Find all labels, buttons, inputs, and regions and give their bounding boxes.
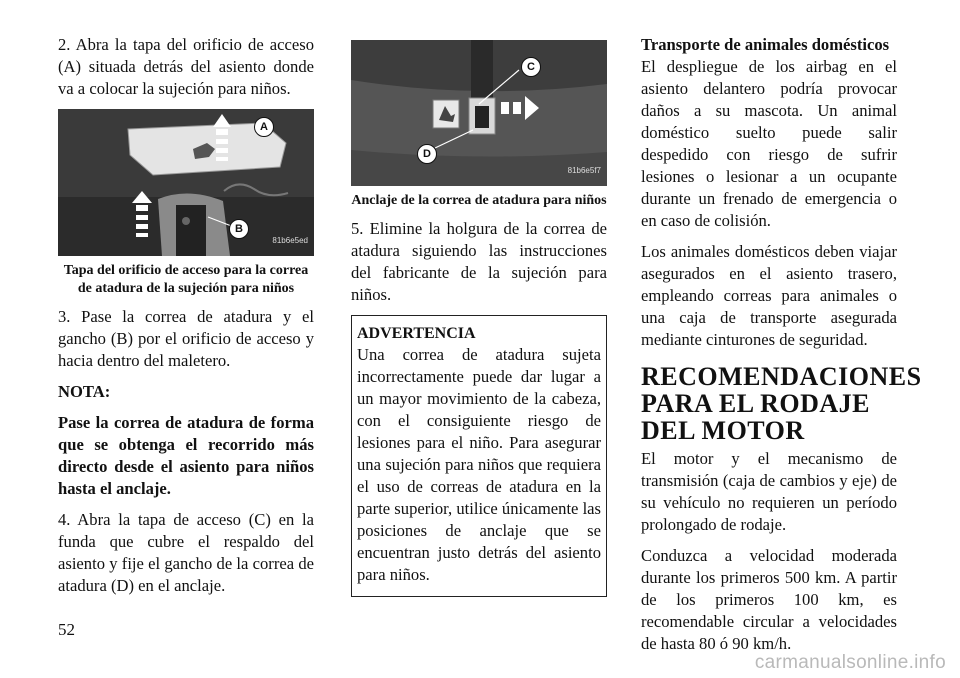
tether-anchor-figure xyxy=(351,40,607,186)
page-number: 52 xyxy=(58,620,75,639)
step-5-text: 5. Elimine la holgura de la correa de atadura siguiendo las instrucciones del fabricante de la sujeción para niños. xyxy=(351,219,607,304)
access-cover-figure xyxy=(58,109,314,256)
section-heading: RECOMENDACIONES PARA EL RODAJE DEL MOTOR xyxy=(641,362,922,445)
left-column xyxy=(58,34,314,606)
warning-title: ADVERTENCIA xyxy=(357,325,476,342)
figure-code: 81b6e5ed xyxy=(272,236,308,245)
figure-caption: Anclaje de la correa de atadura para niños xyxy=(351,193,607,208)
middle-column xyxy=(351,40,607,597)
callout-b: B xyxy=(229,219,249,239)
figure-caption: Tapa del orificio de acceso para la correa de atadura de la sujeción para niños xyxy=(63,263,309,296)
callout-c: C xyxy=(521,57,541,77)
step-4-text: 4. Abra la tapa de acceso (C) en la funda que cubre el respaldo del asiento y fije el gancho de la correa de atadura (D) en el anclaje. xyxy=(58,510,314,595)
engine-paragraph-2: Conduzca a velocidad moderada durante los primeros 500 km. A partir de los primeros 100 km, es recomendable circular a velocidades de hasta 80 ó 90 km/h. xyxy=(641,546,897,653)
engine-paragraph-1: El motor y el mecanismo de transmisión (caja de cambios y eje) de su vehículo no requieren un período prolongado de rodaje. xyxy=(641,449,897,534)
pets-paragraph-2: Los animales domésticos deben viajar asegurados en el asiento trasero, empleando correas para animales o una caja de transporte asegurada mediante cinturones de seguridad. xyxy=(641,242,897,349)
step-3-text: 3. Pase la correa de atadura y el gancho (B) por el orificio de acceso y hacia dentro del maletero. xyxy=(58,307,314,370)
step-2-text: 2. Abra la tapa del orificio de acceso (A) situada detrás del asiento donde va a colocar la sujeción para niños. xyxy=(58,35,314,98)
pets-paragraph-1: El despliegue de los airbag en el asiento delantero podría provocar daños a su mascota. Un animal doméstico suelto puede salir despedido con riesgo de sufrir lesiones o lesionar a un ocupante durante un frenado de emergencia o en caso de colisión. xyxy=(641,57,897,230)
note-label: NOTA: xyxy=(58,382,111,401)
figure-code: 81b6e5f7 xyxy=(567,166,601,175)
callout-a: A xyxy=(254,117,274,137)
pets-heading: Transporte de animales domésticos xyxy=(641,35,890,54)
warning-box xyxy=(351,315,607,597)
note-text: Pase la correa de atadura de forma que se obtenga el recorrido más directo desde el asiento para niños hasta el anclaje. xyxy=(58,413,314,498)
watermark: carmanualsonline.info xyxy=(754,652,946,673)
callout-d: D xyxy=(417,144,437,164)
warning-text: Una correa de atadura sujeta incorrectamente puede dar lugar a un mayor movimiento de la cabeza, con el consiguiente riesgo de lesiones para el niño. Para asegurar una sujeción para niños que requiera el uso de correas de atadura en la parte superior, utilice únicamente las posiciones de anclaje que se encuentran justo detrás del asiento para niños. xyxy=(357,345,601,584)
